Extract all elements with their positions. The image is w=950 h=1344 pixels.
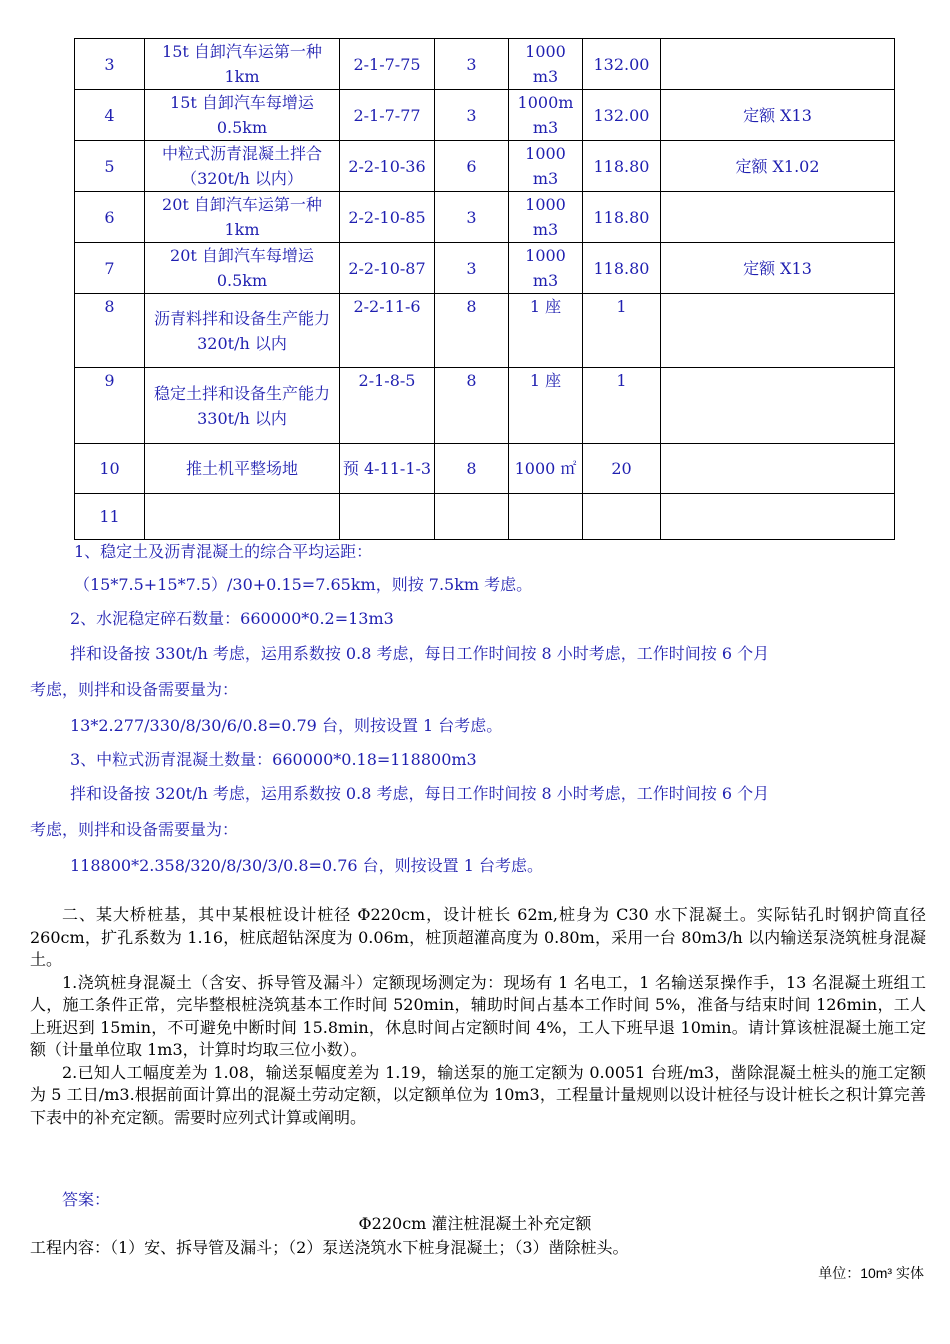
- table-cell-no: 7: [75, 243, 145, 294]
- table-cell-unit: 1000 m3: [509, 243, 583, 294]
- table-cell-no: 10: [75, 444, 145, 494]
- table-cell-no: 6: [75, 192, 145, 243]
- solution-step-3-calc: 118800*2.358/320/8/30/3/0.8=0.76 台，则按设置 1 台考虑。: [70, 856, 544, 875]
- table-cell-code: 2-2-10-87: [340, 243, 435, 294]
- problem-paragraph-3: 2.已知人工幅度差为 1.08，输送泵幅度差为 1.19，输送泵的施工定额为 0.0051 台班/m3，凿除混凝土桩头的施工定额为 5 工日/m3.根据前面计算出的混凝土劳动定额，以定额单位为 10m3，工程量计量规则以设计桩径与设计桩长之积计算完善下表中的补充定额。需要时应列式计算或阐明。: [30, 1062, 926, 1127]
- table-cell-code: [340, 494, 435, 540]
- table-cell-unit: 1000m m3: [509, 90, 583, 141]
- table-cell-name: [145, 494, 340, 540]
- table-cell-code: 2-2-10-85: [340, 192, 435, 243]
- table-cell-type: 3: [435, 192, 509, 243]
- table-cell-type: [435, 494, 509, 540]
- answer-label: 答案：: [62, 1190, 111, 1209]
- table-cell-qty: 118.80: [583, 243, 661, 294]
- table-cell-note: [661, 39, 895, 90]
- table-cell-type: 8: [435, 444, 509, 494]
- table-cell-unit: 1000 m3: [509, 141, 583, 192]
- solution-step-3: 3、中粒式沥青混凝土数量：660000*0.18=118800m3: [70, 750, 477, 769]
- table-cell-name: 中粒式沥青混凝土拌合（320t/h 以内）: [145, 141, 340, 192]
- solution-step-2-text-a: 拌和设备按 330t/h 考虑，运用系数按 0.8 考虑，每日工作时间按 8 小时考虑，工作时间按 6 个月: [70, 644, 770, 663]
- table-cell-qty: 132.00: [583, 90, 661, 141]
- table-cell-qty: 20: [583, 444, 661, 494]
- table-cell-qty: 118.80: [583, 141, 661, 192]
- table-cell-name: 推土机平整场地: [145, 444, 340, 494]
- table-cell-name: 沥青料拌和设备生产能力 320t/h 以内: [145, 294, 340, 368]
- table-cell-qty: 1: [583, 294, 661, 368]
- table-row: [75, 444, 895, 494]
- table-row: [75, 243, 895, 294]
- quota-table: [74, 38, 895, 540]
- table-cell-no: 4: [75, 90, 145, 141]
- table-cell-unit: 1 座: [509, 368, 583, 444]
- table-cell-code: 2-1-7-75: [340, 39, 435, 90]
- table-cell-type: 3: [435, 243, 509, 294]
- table-cell-no: 11: [75, 494, 145, 540]
- table-cell-qty: 118.80: [583, 192, 661, 243]
- problem-statement: [30, 904, 926, 1129]
- table-cell-name: 20t 自卸汽车运第一种 1km: [145, 192, 340, 243]
- table-cell-unit: 1000 ㎡: [509, 444, 583, 494]
- solution-step-3-text-b: 考虑，则拌和设备需要量为：: [30, 820, 239, 839]
- table-cell-qty: 1: [583, 368, 661, 444]
- solution-step-3-text-a: 拌和设备按 320t/h 考虑，运用系数按 0.8 考虑，每日工作时间按 8 小时考虑，工作时间按 6 个月: [70, 784, 770, 803]
- table-cell-unit: 1000 m3: [509, 192, 583, 243]
- table-cell-no: 3: [75, 39, 145, 90]
- table-cell-qty: [583, 494, 661, 540]
- table-row: [75, 494, 895, 540]
- table-cell-no: 5: [75, 141, 145, 192]
- table-row: [75, 368, 895, 444]
- solution-step-2-calc: 13*2.277/330/8/30/6/0.8=0.79 台，则按设置 1 台考虑。: [70, 716, 503, 735]
- table-cell-name: 15t 自卸汽车每增运 0.5km: [145, 90, 340, 141]
- solution-step-1: 1、稳定土及沥青混凝土的综合平均运距：: [74, 542, 373, 561]
- work-content: 工程内容：（1）安、拆导管及漏斗；（2）泵送浇筑水下桩身混凝土；（3）凿除桩头。: [30, 1238, 629, 1257]
- table-cell-name: 15t 自卸汽车运第一种 1km: [145, 39, 340, 90]
- unit-note: 单位：10m³ 实体: [818, 1265, 924, 1281]
- table-cell-code: 预 4-11-1-3: [340, 444, 435, 494]
- table-cell-type: 3: [435, 39, 509, 90]
- table-row: [75, 39, 895, 90]
- table-cell-note: 定额 X13: [661, 90, 895, 141]
- table-cell-no: 9: [75, 368, 145, 444]
- table-cell-code: 2-2-10-36: [340, 141, 435, 192]
- problem-paragraph-2: 1.浇筑桩身混凝土（含安、拆导管及漏斗）定额现场测定为：现场有 1 名电工，1 名输送泵操作手，13 名混凝土班组工人，施工条件正常，完毕整根桩浇筑基本工作时间 520min，辅助时间占基本工作时间 5%，准备与结束时间 126min，工人上班迟到 15min，不可避免中断时间 15.8min，休息时间占定额时间 4%，工人下班早退 10min。请计算该桩混凝土施工定额（计量单位取 1m3，计算时均取三位小数）。: [30, 972, 926, 1059]
- table-cell-note: 定额 X13: [661, 243, 895, 294]
- problem-paragraph-1: 二、某大桥桩基，其中某根桩设计桩径 Φ220cm，设计桩长 62m,桩身为 C30 水下混凝土。实际钻孔时钢护筒直径 260cm，扩孔系数为 1.16，桩底超钻深度为 0.06m，桩顶超灌高度为 0.80m，采用一台 80m3/h 以内输送泵浇筑桩身混凝土。: [30, 905, 926, 969]
- solution-step-1-calc: （15*7.5+15*7.5）/30+0.15=7.65km，则按 7.5km 考虑。: [74, 575, 533, 594]
- table-cell-note: 定额 X1.02: [661, 141, 895, 192]
- table-row: [75, 294, 895, 368]
- solution-step-2: 2、水泥稳定碎石数量：660000*0.2=13m3: [70, 609, 394, 628]
- table-cell-note: [661, 444, 895, 494]
- table-row: [75, 90, 895, 141]
- table-cell-type: 3: [435, 90, 509, 141]
- table-cell-type: 8: [435, 294, 509, 368]
- table-cell-unit: 1 座: [509, 294, 583, 368]
- table-cell-name: 稳定土拌和设备生产能力 330t/h 以内: [145, 368, 340, 444]
- table-cell-name: 20t 自卸汽车每增运 0.5km: [145, 243, 340, 294]
- table-cell-note: [661, 494, 895, 540]
- table-row: [75, 141, 895, 192]
- table-cell-note: [661, 368, 895, 444]
- table-cell-note: [661, 192, 895, 243]
- supplementary-table-title: Φ220cm 灌注桩混凝土补充定额: [358, 1214, 592, 1233]
- table-row: [75, 192, 895, 243]
- table-cell-unit: [509, 494, 583, 540]
- table-cell-type: 6: [435, 141, 509, 192]
- table-cell-code: 2-1-7-77: [340, 90, 435, 141]
- table-cell-code: 2-1-8-5: [340, 368, 435, 444]
- table-cell-code: 2-2-11-6: [340, 294, 435, 368]
- table-cell-unit: 1000 m3: [509, 39, 583, 90]
- table-cell-no: 8: [75, 294, 145, 368]
- table-cell-qty: 132.00: [583, 39, 661, 90]
- table-cell-note: [661, 294, 895, 368]
- solution-step-2-text-b: 考虑，则拌和设备需要量为：: [30, 680, 239, 699]
- table-cell-type: 8: [435, 368, 509, 444]
